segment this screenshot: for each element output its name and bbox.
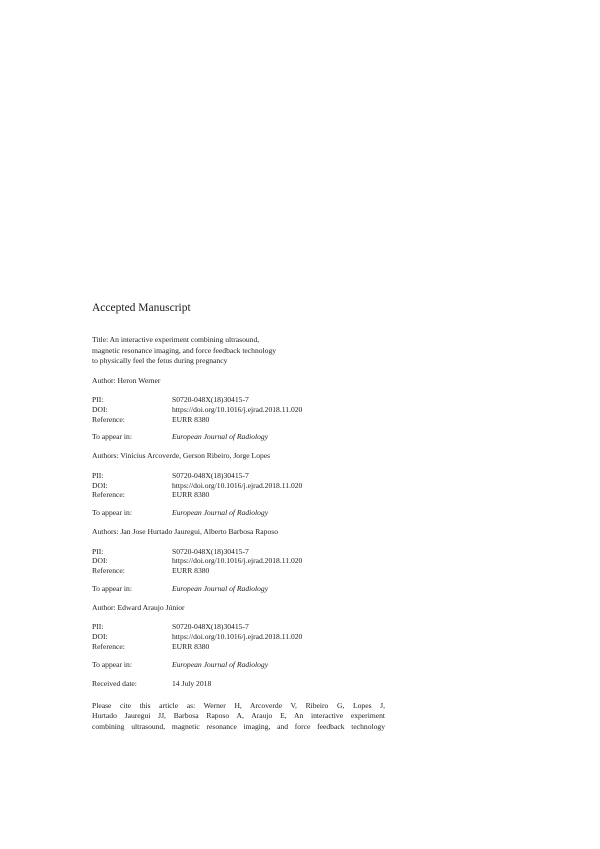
pii-label: PII:	[92, 546, 104, 556]
received-row	[92, 679, 387, 689]
doi-link[interactable]: https://doi.org/10.1016/j.ejrad.2018.11.020	[172, 480, 303, 490]
pii-label: PII:	[92, 622, 104, 632]
reference-label: Reference:	[92, 414, 125, 424]
metadata-table	[92, 471, 387, 500]
author-section	[92, 527, 387, 594]
doi-link[interactable]: https://doi.org/10.1016/j.ejrad.2018.11.020	[172, 405, 303, 415]
reference-value: EURR 8380	[172, 566, 210, 576]
article-title	[92, 335, 387, 367]
title-line: Title: An interactive experiment combining ultrasound,	[92, 335, 260, 344]
received-label: Received date:	[92, 678, 137, 688]
metadata-table	[92, 395, 387, 424]
pii-value: S0720-048X(18)30415-7	[172, 471, 249, 481]
pii-row	[92, 547, 387, 557]
reference-label: Reference:	[92, 490, 125, 500]
author-line: Authors: Vinícius Arcoverde, Gerson Ribeiro, Jorge Lopes	[92, 451, 271, 461]
reference-row	[92, 566, 387, 576]
page-heading: Accepted Manuscript	[92, 302, 191, 314]
citation-line: Hurtado Jauregui JJ, Barbosa Raposo A, Araujo E, An interactive experiment	[92, 711, 385, 721]
journal-name: European Journal of Radiology	[172, 508, 269, 518]
pii-row	[92, 471, 387, 481]
reference-value: EURR 8380	[172, 414, 210, 424]
manuscript-cover	[92, 301, 387, 732]
journal-name: European Journal of Radiology	[172, 583, 269, 593]
doi-label: DOI:	[92, 480, 108, 490]
doi-link[interactable]: https://doi.org/10.1016/j.ejrad.2018.11.020	[172, 632, 303, 642]
journal-name: European Journal of Radiology	[172, 432, 269, 442]
author-line: Author: Edward Araujo Júnior	[92, 602, 185, 612]
pii-row	[92, 622, 387, 632]
appear-row	[92, 508, 387, 518]
pii-label: PII:	[92, 395, 104, 405]
doi-row	[92, 405, 387, 415]
author-line: Authors: Jan Jose Hurtado Jauregui, Alberto Barbosa Raposo	[92, 527, 279, 537]
appear-label: To appear in:	[92, 659, 132, 669]
journal-name: European Journal of Radiology	[172, 659, 269, 669]
reference-label: Reference:	[92, 566, 125, 576]
citation-line: combining ultrasound, magnetic resonance imaging, and force feedback technology	[92, 721, 385, 731]
reference-row	[92, 490, 387, 500]
reference-row	[92, 642, 387, 652]
reference-label: Reference:	[92, 641, 125, 651]
title-line: to physically feel the fetus during pregnancy	[92, 356, 228, 366]
appear-row	[92, 432, 387, 442]
doi-row	[92, 481, 387, 491]
citation-paragraph	[92, 701, 385, 733]
reference-value: EURR 8380	[172, 641, 210, 651]
doi-label: DOI:	[92, 556, 108, 566]
doi-label: DOI:	[92, 632, 108, 642]
title-line: magnetic resonance imaging, and force feedback technology	[92, 345, 277, 355]
appear-row	[92, 660, 387, 670]
pii-value: S0720-048X(18)30415-7	[172, 546, 249, 556]
metadata-table	[92, 547, 387, 576]
appear-label: To appear in:	[92, 583, 132, 593]
received-value: 14 July 2018	[172, 678, 212, 688]
reference-row	[92, 415, 387, 425]
appear-row	[92, 584, 387, 594]
doi-label: DOI:	[92, 405, 108, 415]
author-line: Author: Heron Werner	[92, 375, 161, 385]
doi-row	[92, 632, 387, 642]
doi-link[interactable]: https://doi.org/10.1016/j.ejrad.2018.11.020	[172, 556, 303, 566]
pii-label: PII:	[92, 471, 104, 481]
appear-label: To appear in:	[92, 508, 132, 518]
citation-line: Please cite this article as: Werner H, Arcoverde V, Ribeiro G, Lopes J,	[92, 700, 385, 710]
author-section	[92, 376, 387, 443]
doi-row	[92, 556, 387, 566]
appear-label: To appear in:	[92, 432, 132, 442]
author-section	[92, 451, 387, 518]
pii-value: S0720-048X(18)30415-7	[172, 395, 249, 405]
pii-value: S0720-048X(18)30415-7	[172, 622, 249, 632]
metadata-table	[92, 622, 387, 651]
pii-row	[92, 395, 387, 405]
reference-value: EURR 8380	[172, 490, 210, 500]
author-section	[92, 603, 387, 670]
